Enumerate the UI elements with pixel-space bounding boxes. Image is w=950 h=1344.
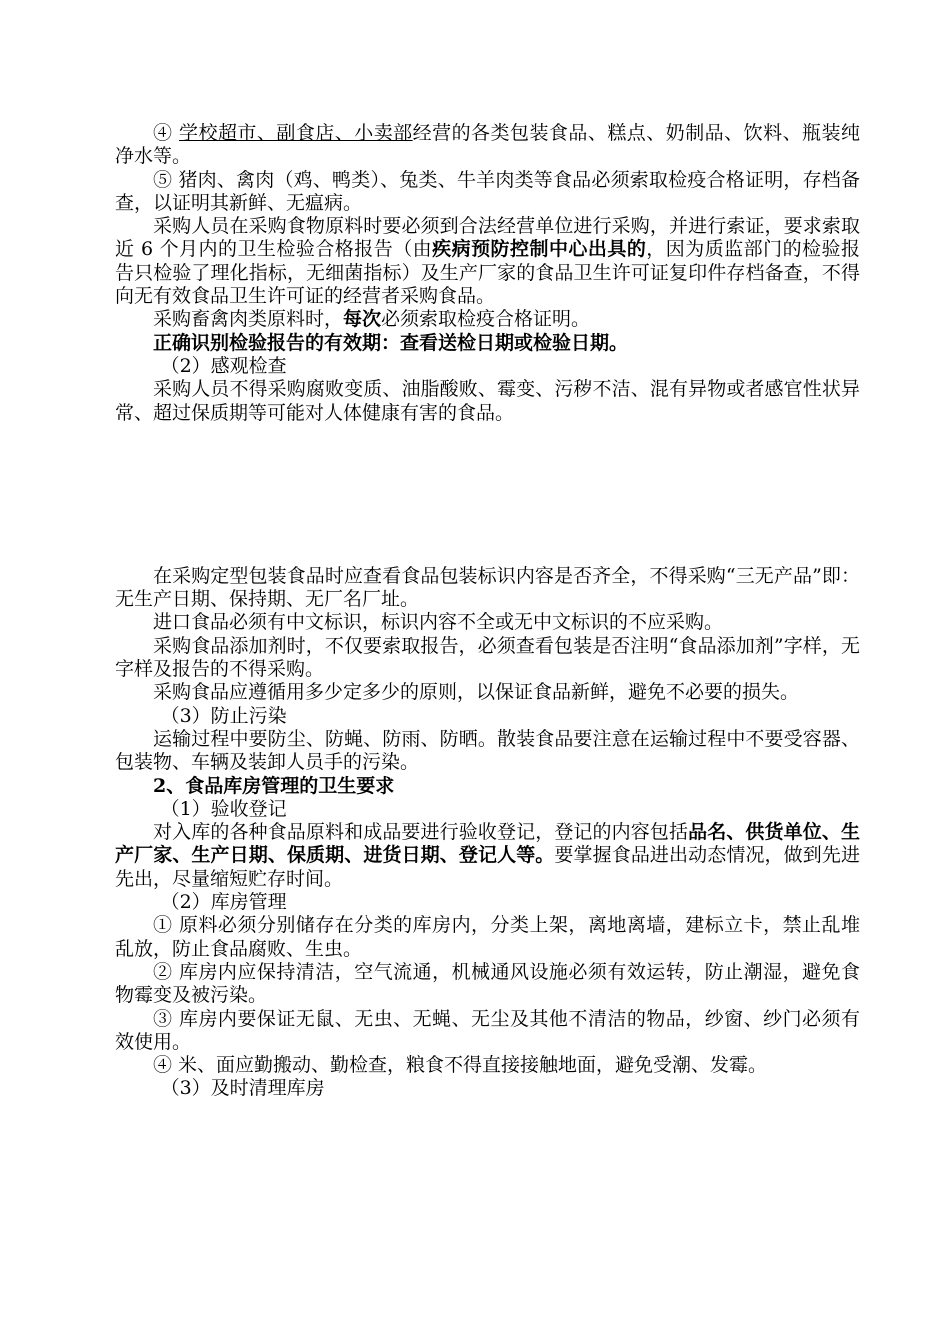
bold-text: 品名、供货单位、生产厂家、生产日期、保质期、进货日期、登记人等。 [115,821,860,867]
paragraph-imported-food: 进口食品必须有中文标识，标识内容不全或无中文标识的不应采购。 [153,611,724,634]
underlined-text: 学校超市、副食店、小卖部 [179,122,413,144]
paragraph-procurement-license [115,215,860,308]
bold-text: 每次 [343,308,382,331]
list-item-storage-2: ② 库房内应保持清洁，空气流通，机械通风设施必须有效运转，防止潮湿，避免食物霉变及被污染。 [115,960,860,1007]
paragraph-sensory: 采购人员不得采购腐败变质、油脂酸败、霉变、污秽不洁、混有异物或者感官性状异常、超过保质期等可能对人体健康有害的食品。 [115,378,860,424]
section-heading-cleanup: （3）及时清理库房 [160,1077,325,1100]
paragraph-text: 对入库的各种食品原料和成品要进行验收登记，登记的内容包括 [153,821,689,844]
bold-note-validity: 正确识别检验报告的有效期：查看送检日期或检验日期。 [153,331,629,354]
blank-gap [115,425,860,565]
list-item-storage-3: ③ 库房内要保证无鼠、无虫、无蝇、无尘及其他不清洁的物品，纱窗、纱门必须有效使用。 [115,1007,860,1053]
paragraph-text: 采购人员在采购食物原料时要必须到合法经营单位进行采购，并进行索证，要求索取近 6 个月内的卫生检验合格报告（由 [115,215,860,261]
bold-text: 疾病预防控制中心出具的 [432,238,647,261]
paragraph-registration [115,821,860,891]
paragraph-text: 必须索取检疫合格证明。 [381,308,591,331]
section-heading-storage: （2）库房管理 [160,891,287,914]
paragraph-transport: 运输过程中要防尘、防蝇、防雨、防晒。散装食品要注意在运输过程中不要受容器、包装物、车辆及装卸人员手的污染。 [115,727,860,774]
section-heading-warehouse: 2、食品库房管理的卫生要求 [153,774,395,797]
section-heading-pollution: （3）防止污染 [160,704,287,727]
paragraph-packaged-food: 在采购定型包装食品时应查看食品包装标识内容是否齐全，不得采购“三无产品”即：无生产日期、保持期、无厂名厂址。 [115,564,860,611]
section-heading-inspection: （1）验收登记 [160,797,287,820]
paragraph-text: 采购畜禽肉类原料时， [153,308,344,331]
list-item-storage-4: ④ 米、面应勤搬动、勤检查，粮食不得直接接触地面，避免受潮、发霉。 [153,1054,768,1077]
list-item-storage-1: ① 原料必须分别储存在分类的库房内，分类上架，离地离墙，建标立卡，禁止乱堆乱放，防止食品腐败、生虫。 [115,914,860,960]
paragraph-text: 要掌握食品进出动态情况，做到先进先出，尽量缩短贮存时间。 [115,844,860,890]
paragraph-meat-certificate: ⑤ 猪肉、禽肉（鸡、鸭类）、兔类、牛羊肉类等食品必须索取检疫合格证明，存档备查，以证明其新鲜、无瘟病。 [115,168,860,214]
paragraph-livestock [115,308,860,331]
paragraph-retail-foods [115,122,860,169]
paragraph-text: 经营的各类包装食品、糕点、奶制品、饮料、瓶装纯净水等。 [115,122,860,168]
paragraph-additives: 采购食品添加剂时，不仅要索取报告，必须查看包装是否注明“食品添加剂”字样，无字样及报告的不得采购。 [115,634,860,681]
paragraph-text: ，因为质监部门的检验报告只检验了理化指标，无细菌指标）及生产厂家的食品卫生许可证复印件存档备查，不得向无有效食品卫生许可证的经营者采购食品。 [115,238,860,308]
item-number: ④ [153,122,173,144]
document-page [115,122,860,1101]
section-heading-sensory: （2）感观检查 [160,354,287,377]
paragraph-quantity: 采购食品应遵循用多少定多少的原则，以保证食品新鲜，避免不必要的损失。 [153,681,800,704]
